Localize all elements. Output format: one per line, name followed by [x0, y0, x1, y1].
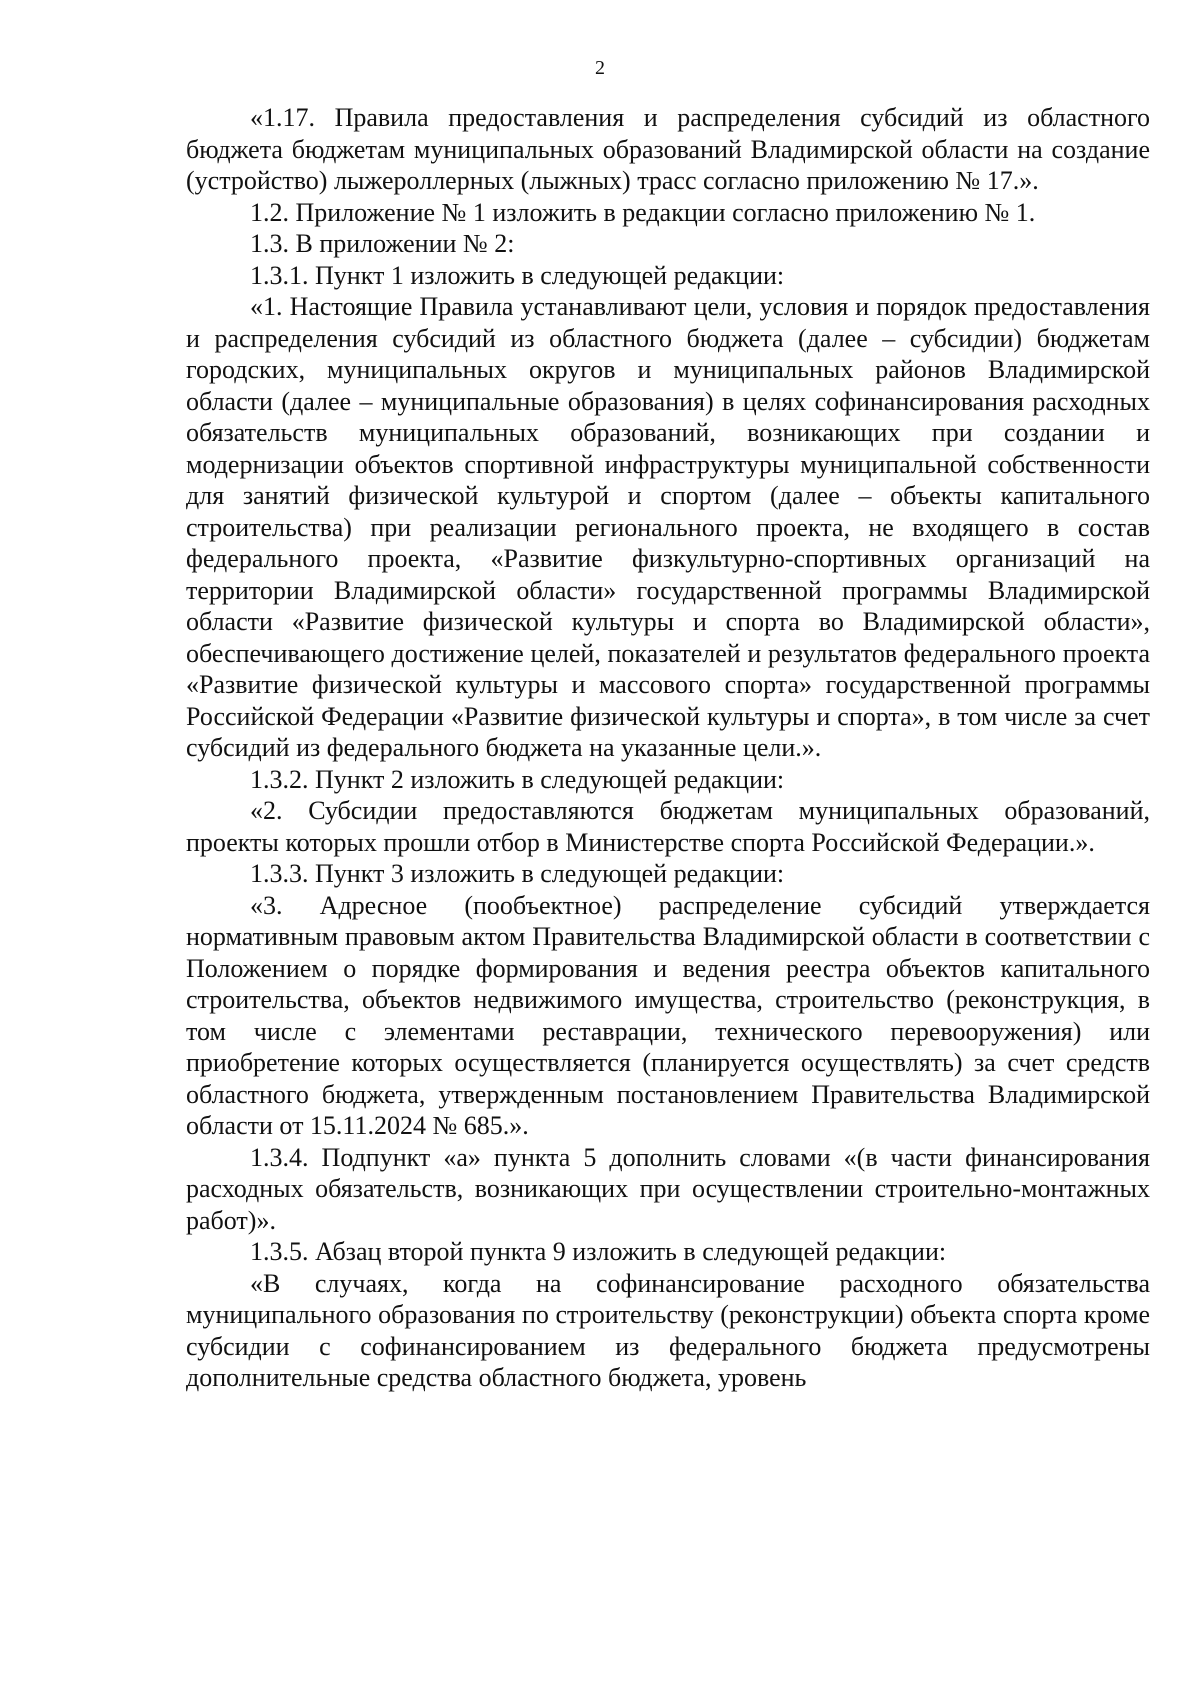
- paragraph-1-3-1: 1.3.1. Пункт 1 изложить в следующей редакции:: [250, 260, 785, 290]
- page-number: 2: [595, 57, 605, 79]
- paragraph-1-17: «1.17. Правила предоставления и распределения субсидий из областного бюджета бюджетам муниципальных образований Владимирской области на создание (устройство) лыжероллерных (лыжных) трасс согласно приложению № 17.».: [186, 103, 1150, 195]
- paragraph-rule-2: «2. Субсидии предоставляются бюджетам муниципальных образований, проекты которых прошли отбор в Министерстве спорта Российской Федерации.».: [186, 796, 1150, 857]
- paragraph-1-3-5: 1.3.5. Абзац второй пункта 9 изложить в следующей редакции:: [250, 1237, 947, 1266]
- document-body: [186, 102, 1150, 1394]
- paragraph-1-3: 1.3. В приложении № 2:: [250, 229, 515, 258]
- paragraph-1-3-4: 1.3.4. Подпункт «а» пункта 5 дополнить словами «(в части финансирования расходных обязательств, возникающих при осуществлении строительно-монтажных работ)».: [186, 1142, 1150, 1235]
- paragraph-1-3-3: 1.3.3. Пункт 3 изложить в следующей редакции:: [250, 859, 785, 888]
- paragraph-rule-3: «3. Адресное (пообъектное) распределение субсидий утверждается нормативным правовым актом Правительства Владимирской области в соответствии с Положением о порядке формирования и ведения реестра объектов капитального строительства, объектов недвижимого имущества, строительство (реконструкция, в том числе с элементами реставрации, технического перевооружения) или приобретение которых осуществляется (планируется осуществлять) за счет средств областного бюджета, утвержденным постановлением Правительства Владимирской области от 15.11.2024 № 685.».: [186, 890, 1150, 1140]
- paragraph-1-3-2: 1.3.2. Пункт 2 изложить в следующей редакции:: [250, 764, 785, 794]
- paragraph-1-2: 1.2. Приложение № 1 изложить в редакции согласно приложению № 1.: [250, 197, 1036, 227]
- paragraph-rule-1: «1. Настоящие Правила устанавливают цели, условия и порядок предоставления и распределения субсидий из областного бюджета (далее – субсидии) бюджетам городских, муниципальных округов и муниципальных районов Владимирской области (далее – муниципальные образования) в целях софинансирования расходных обязательств муниципальных образований, возникающих при создании и модернизации объектов спортивной инфраструктуры муниципальной собственности для занятий физической культурой и спортом (далее – объекты капитального строительства) при реализации регионального проекта, не входящего в состав федерального проекта, «Развитие физкультурно-спортивных организаций на территории Владимирской области» государственной программы Владимирской области «Развитие физической культуры и спорта во Владимирской области», обеспечивающего достижение целей, показателей и результатов федерального проекта «Развитие физической культуры и массового спорта» государственной программы Российской Федерации «Развитие физической культуры и спорта», в том числе за счет субсидий из федерального бюджета на указанные цели.».: [186, 292, 1150, 762]
- paragraph-rule-9: «В случаях, когда на софинансирование расходного обязательства муниципального образования по строительству (реконструкции) объекта спорта кроме субсидии с софинансированием из федерального бюджета предусмотрены дополнительные средства областного бюджета, уровень: [186, 1268, 1150, 1392]
